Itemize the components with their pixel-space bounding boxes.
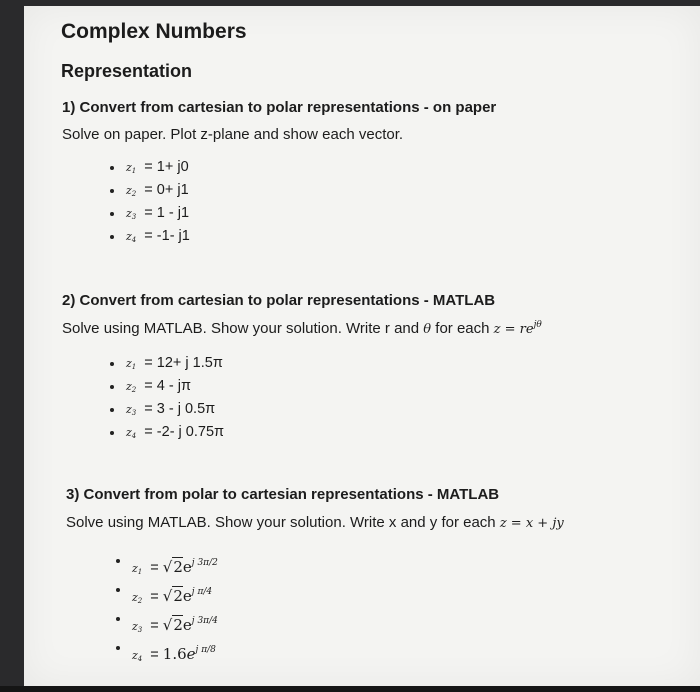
z-variable: $z_4$ bbox=[126, 230, 137, 244]
list-item: $z_4 = -2-$ j 0.75π bbox=[110, 421, 224, 444]
list-item: $z_2 = 4 - j\pi$ bbox=[110, 375, 224, 398]
list-item: $z_4 = 1.6e^{j \pi/8}$ bbox=[116, 636, 218, 665]
item-value: 1 - j1 bbox=[156, 205, 190, 221]
item-value: -1- j1 bbox=[156, 228, 190, 244]
z-variable: $z_2$ bbox=[132, 591, 143, 605]
z-variable: $z_3$ bbox=[132, 620, 143, 634]
section2-list bbox=[110, 352, 224, 444]
theta-symbol: θ bbox=[423, 322, 432, 337]
page-title: Complex Numbers bbox=[61, 20, 247, 43]
list-item: $z_1 = 12+ j$ 1.5π bbox=[110, 352, 224, 375]
list-item: $z_1 = 1+ j0$ bbox=[110, 156, 190, 179]
z-variable: $z_2$ bbox=[126, 184, 137, 198]
section2-heading: 2) Convert from cartesian to polar representations - MATLAB bbox=[62, 292, 496, 309]
list-item: $z_3 = 3 - j$ 0.5π bbox=[110, 398, 224, 421]
section3-instruction: Solve using MATLAB. Show your solution. Write x and y for each z = x + jy bbox=[66, 514, 564, 531]
list-item: $z_3 = 1 - j1$ bbox=[110, 202, 190, 225]
page-bottom-edge bbox=[0, 686, 700, 692]
list-item: $z_2 = √2e^{j \pi/4}$ bbox=[116, 578, 218, 607]
item-value: -2- j 0.75π bbox=[156, 424, 225, 440]
list-item: $z_1 = √2e^{j 3\pi/2}$ bbox=[116, 549, 218, 578]
section1-heading: 1) Convert from cartesian to polar representations - on paper bbox=[62, 99, 497, 116]
polar-formula: $z = re^{j\theta}$ bbox=[493, 320, 542, 337]
z-variable: $z_1$ bbox=[126, 161, 137, 175]
z-variable: $z_2$ bbox=[126, 380, 137, 394]
page-subtitle: Representation bbox=[61, 61, 193, 81]
document-page bbox=[24, 6, 700, 686]
z-variable: $z_4$ bbox=[126, 426, 137, 440]
z-variable: $z_3$ bbox=[126, 403, 137, 417]
item-value: 4 - jπ bbox=[156, 378, 191, 394]
sqrt-symbol: √2 bbox=[162, 587, 183, 605]
section3-list bbox=[116, 549, 218, 665]
section1-instruction: Solve on paper. Plot z-plane and show each vector. bbox=[62, 126, 404, 143]
item-value: 3 - j 0.5π bbox=[156, 401, 216, 417]
sqrt-symbol: √2 bbox=[162, 558, 183, 576]
z-variable: $z_3$ bbox=[126, 207, 137, 221]
item-value: 0+ j1 bbox=[156, 182, 189, 198]
item-value: 1+ j0 bbox=[156, 159, 189, 175]
section2-instruction: Solve using MATLAB. Show your solution. Write r and θ for each $z = re^{j\theta}$ bbox=[62, 320, 542, 337]
sqrt-symbol: √2 bbox=[162, 616, 183, 634]
section3-heading: 3) Convert from polar to cartesian representations - MATLAB bbox=[66, 486, 500, 503]
z-variable: $z_1$ bbox=[132, 562, 143, 576]
cartesian-formula: z = x + jy bbox=[499, 516, 564, 531]
list-item: $z_4 = -1-$ j1 bbox=[110, 225, 190, 248]
list-item: $z_3 = √2e^{j 3\pi/4}$ bbox=[116, 607, 218, 636]
list-item: $z_2 = 0+ j1$ bbox=[110, 179, 190, 202]
item-value: 12+ j 1.5π bbox=[156, 355, 223, 371]
z-variable: $z_4$ bbox=[132, 649, 143, 663]
section1-list bbox=[110, 156, 190, 248]
z-variable: $z_1$ bbox=[126, 357, 137, 371]
